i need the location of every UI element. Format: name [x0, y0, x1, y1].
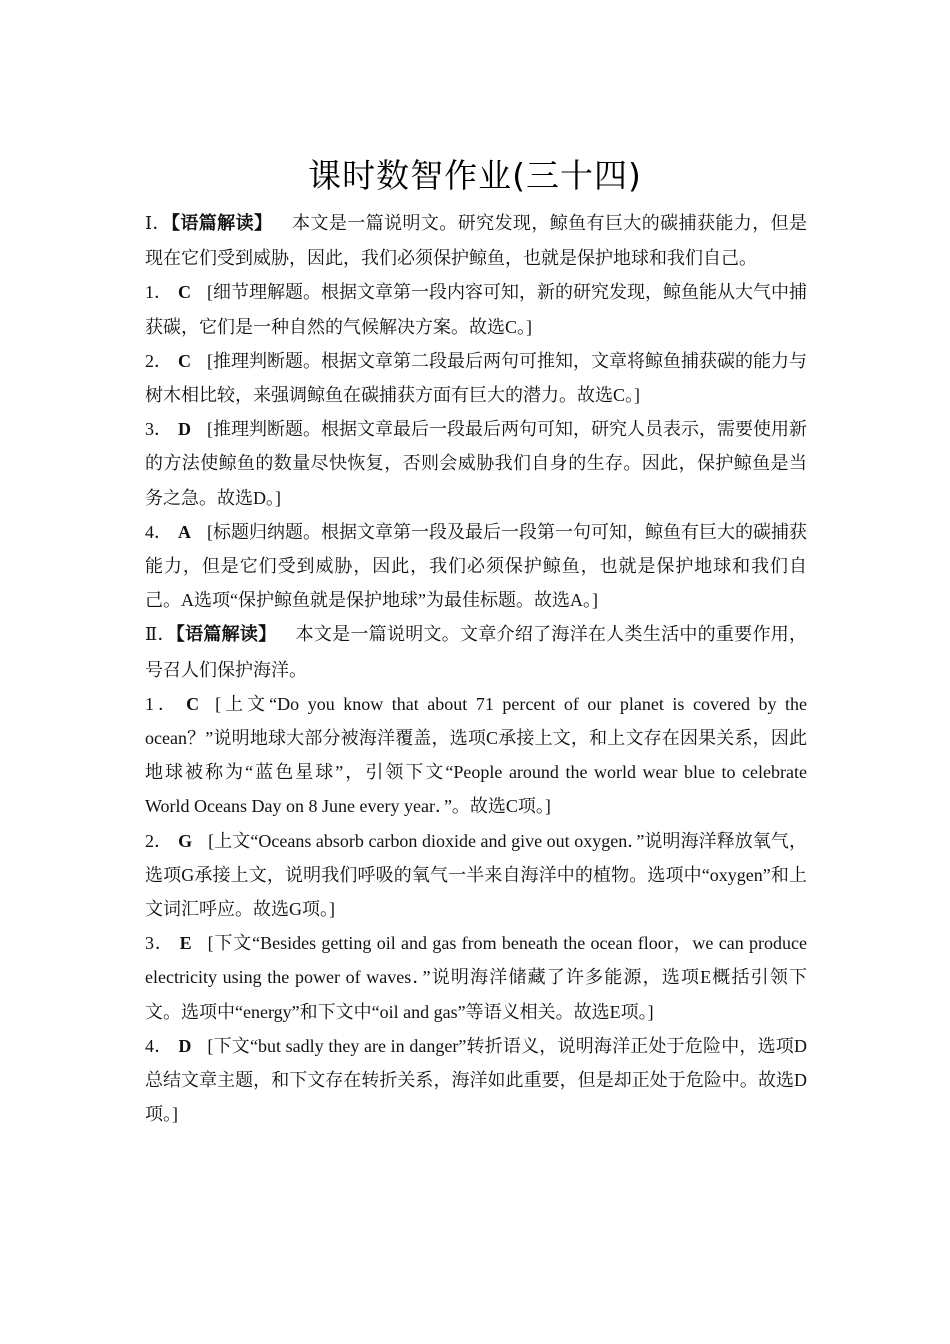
- item-answer: C: [178, 350, 191, 371]
- section-1-item-2: [145, 344, 807, 412]
- item-explanation: [细节理解题。根据文章第一段内容可知，新的研究发现，鲸鱼能从大气中捕获碳，它们是一种自然的气候解决方案。故选C。]: [145, 282, 807, 337]
- item-number: 4．: [145, 521, 172, 542]
- section-2-label: 【语篇解读】: [175, 624, 277, 646]
- item-number: 1．: [145, 693, 181, 714]
- item-explanation: [下文“Besides getting oil and gas from beneath the ocean floor，we can produce electricity using the power of waves．”说明海洋储藏了许多能源，选项E概括引领下文。选项中“energy”和下文中“oil and gas”等语义相关。故选E项。]: [145, 933, 807, 1022]
- item-answer: C: [178, 282, 191, 303]
- section-2-item-2: [145, 824, 807, 927]
- item-explanation: [标题归纳题。根据文章第一段及最后一段第一句可知，鲸鱼有巨大的碳捕获能力，但是它们受到威胁，因此，我们必须保护鲸鱼，也就是保护地球和我们自己。A选项“保护鲸鱼就是保护地球”为最佳标题。故选A。]: [145, 521, 807, 611]
- section-1-numeral: Ⅰ．: [145, 213, 171, 233]
- section-1-label: 【语篇解读】: [170, 213, 273, 234]
- section-1-summary: 本文是一篇说明文。研究发现，鲸鱼有巨大的碳捕获能力，但是现在它们受到威胁，因此，我们必须保护鲸鱼，也就是保护地球和我们自己。: [145, 213, 808, 269]
- item-explanation: [推理判断题。根据文章第二段最后两句可推知，文章将鲸鱼捕获碳的能力与树木相比较，来强调鲸鱼在碳捕获方面有巨大的潜力。故选C。]: [145, 350, 807, 406]
- item-number: 1．: [145, 282, 172, 303]
- section-1-item-1: [145, 275, 807, 343]
- item-explanation: [推理判断题。根据文章最后一段最后两句可知，研究人员表示，需要使用新的方法使鲸鱼的数量尽快恢复，否则会威胁我们自身的生存。因此，保护鲸鱼是当务之急。故选D。]: [145, 419, 807, 508]
- item-answer: C: [186, 693, 200, 714]
- item-number: 3．: [145, 933, 174, 954]
- item-answer: A: [178, 521, 191, 542]
- section-1-item-4: [145, 515, 807, 618]
- section-2-intro: [145, 617, 807, 686]
- section-2-item-1: [145, 687, 807, 824]
- answer-content: [145, 206, 807, 1131]
- section-2-summary: 本文是一篇说明文。文章介绍了海洋在人类生活中的重要作用，号召人们保护海洋。: [145, 624, 808, 680]
- section-1-item-3: [145, 412, 807, 515]
- page-title: 课时数智作业(三十四): [308, 156, 642, 195]
- section-2-numeral: Ⅱ．: [145, 624, 176, 645]
- item-explanation: [下文“but sadly they are in danger”转折语义，说明海洋正处于危险中，选项D总结文章主题，和下文存在转折关系，海洋如此重要，但是却正处于危险中。故选D项。]: [145, 1035, 808, 1125]
- item-number: 2．: [145, 830, 173, 851]
- item-answer: D: [178, 419, 191, 440]
- section-2-item-3: [145, 926, 807, 1029]
- item-answer: E: [179, 933, 192, 954]
- item-answer: D: [178, 1035, 192, 1056]
- item-number: 4．: [145, 1035, 173, 1056]
- section-1-intro: [145, 206, 807, 275]
- item-explanation: [上文“Do you know that about 71 percent of our planet is covered by the ocean？”说明地球大部分被海洋覆盖，选项C承接上文，和上文存在因果关系，因此地球被称为“蓝色星球”，引领下文“People around the world wear blue to celebrate World Oceans Day on 8 June every year．”。故选C项。]: [145, 693, 807, 817]
- item-number: 3．: [145, 419, 172, 440]
- section-2-item-4: [145, 1029, 807, 1132]
- item-answer: G: [178, 830, 193, 851]
- item-number: 2．: [145, 350, 172, 371]
- item-explanation: [上文“Oceans absorb carbon dioxide and give out oxygen．”说明海洋释放氧气，选项G承接上文，说明我们呼吸的氧气一半来自海洋中的植物。选项中“oxygen”和上文词汇呼应。故选G项。]: [145, 830, 807, 920]
